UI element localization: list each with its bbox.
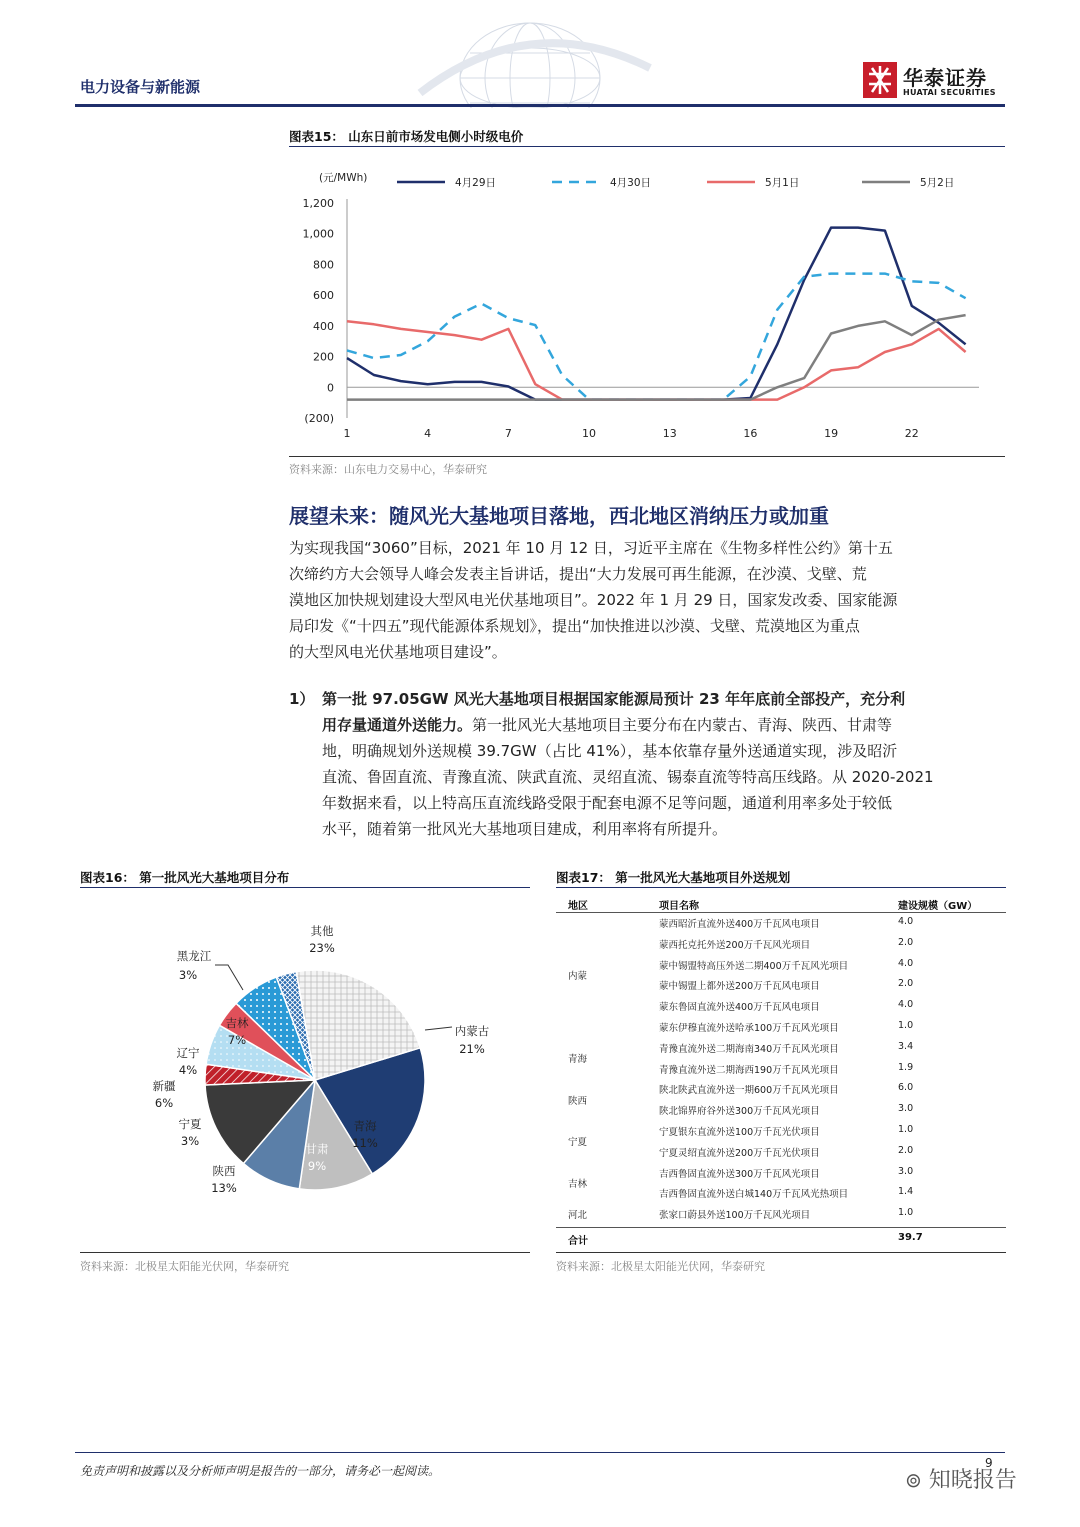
y-tick-label: 1,000 [302, 227, 334, 241]
table-cell-scale: 3.4 [898, 1040, 914, 1052]
table-total-label: 合计 [568, 1236, 588, 1247]
table-cell-project: 蒙中锡盟特高压外送二期400万千瓦风光项目 [659, 960, 849, 972]
y-tick-label: 800 [313, 258, 334, 272]
para-line: 为实现我国“3060”目标，2021 年 10 月 12 日，习近平主席在《生物多样性公约》第十五 [289, 539, 893, 557]
table-cell-scale: 1.4 [898, 1186, 914, 1198]
table-header-project: 项目名称 [659, 901, 699, 912]
item-line-mixed [322, 712, 1012, 738]
para-line: 次缔约方大会领导人峰会发表主旨讲话，提出“大力发展可再生能源，在沙漠、戈壁、荒 [289, 565, 867, 583]
table-cell-scale: 6.0 [898, 1082, 914, 1094]
pie-label-name: 黑龙江 [176, 949, 212, 963]
legend-label: 4月29日 [455, 177, 497, 189]
pie-label-pct: 9% [307, 1159, 327, 1173]
table-cell-project: 宁夏银东直流外送100万千瓦光伏项目 [659, 1127, 820, 1138]
series-line [347, 274, 966, 400]
pie-label-name: 甘肃 [305, 1142, 329, 1156]
item-bold-fragment: 用存量通道外送能力。 [322, 716, 473, 734]
fig17-source: 资料来源：北极星太阳能光伏网，华泰研究 [556, 1260, 765, 1273]
item-paragraph [322, 686, 1012, 842]
fig15-source: 资料来源：山东电力交易中心，华泰研究 [289, 463, 487, 476]
table-cell-region: 吉林 [568, 1179, 588, 1190]
table-cell-scale: 2.0 [898, 936, 914, 948]
y-axis-unit-label: (元/MWh) [319, 172, 368, 184]
intro-paragraph [289, 535, 1009, 665]
pie-label-pct: 4% [178, 1063, 198, 1077]
pie-label-name: 新疆 [152, 1079, 176, 1093]
pie-label-pct: 6% [154, 1096, 174, 1110]
section-title: 展望未来：随风光大基地项目落地，西北地区消纳压力或加重 [289, 504, 829, 528]
pie-label-name: 内蒙古 [454, 1024, 490, 1038]
fig16-source: 资料来源：北极星太阳能光伏网，华泰研究 [80, 1260, 289, 1273]
fig17-title: 图表17： 第一批风光大基地项目外送规划 [556, 870, 791, 885]
table-header-region: 地区 [568, 901, 588, 912]
table-cell-scale: 4.0 [898, 957, 914, 969]
pie-label-pct: 3% [178, 968, 198, 982]
table-cell-region: 陕西 [568, 1095, 588, 1107]
huatai-logo-icon [863, 62, 897, 98]
table-cell-scale: 4.0 [898, 916, 914, 927]
pie-label-pct: 7% [227, 1033, 247, 1047]
pie-label-name: 吉林 [225, 1016, 249, 1030]
table-cell-scale: 1.0 [898, 1020, 914, 1031]
y-tick-label: 600 [313, 289, 334, 303]
fig17-bottom-rule [556, 1252, 1006, 1253]
table-cell-scale: 1.9 [898, 1061, 914, 1073]
item-line: 直流、鲁固直流、青豫直流、陕武直流、灵绍直流、锡泰直流等特高压线路。从 2020-2021 [322, 768, 934, 786]
table-cell-project: 张家口蔚县外送100万千瓦风光项目 [659, 1210, 811, 1222]
footer-rule [75, 1452, 1005, 1453]
para-line: 漠地区加快规划建设大型风电光伏基地项目”。2022 年 1 月 29 日，国家发改委、国家能源 [289, 591, 898, 609]
table-cell-scale: 1.0 [898, 1124, 914, 1135]
pie-label-name: 其他 [310, 924, 334, 938]
pie-label-pct: 23% [309, 941, 335, 955]
series-line [347, 321, 966, 399]
table-cell-region: 宁夏 [568, 1137, 588, 1149]
fig16-pie-chart [80, 895, 530, 1250]
item-line-bold: 第一批 97.05GW 风光大基地项目根据国家能源局预计 23 年年底前全部投产，充分利 [322, 690, 906, 708]
y-tick-label: 200 [313, 350, 334, 364]
pie-label-name: 陕西 [212, 1164, 236, 1178]
fig15-top-rule [289, 146, 1005, 147]
x-tick-label: 10 [582, 427, 597, 440]
para-line: 的大型风电光伏基地项目建设”。 [289, 643, 507, 661]
table-cell-region: 内蒙 [568, 971, 588, 982]
table-cell-scale: 3.0 [898, 1103, 914, 1115]
x-tick-label: 19 [824, 427, 839, 440]
item-number: 1） [289, 690, 315, 708]
pie-label-pct: 3% [180, 1134, 200, 1148]
header-globe-graphic [400, 8, 660, 108]
table-cell-region: 青海 [568, 1054, 588, 1066]
table-cell-scale: 1.0 [898, 1207, 914, 1219]
fig15-line-chart [289, 155, 1005, 455]
leader-line [215, 965, 243, 990]
leader-line [425, 1027, 452, 1030]
pie-label-name: 辽宁 [176, 1046, 200, 1060]
y-tick-label: 1,200 [302, 197, 334, 210]
table-cell-project: 青豫直流外送二期海南340万千瓦风光项目 [659, 1043, 839, 1055]
x-tick-label: 4 [424, 427, 432, 440]
x-tick-label: 7 [504, 427, 512, 440]
table-cell-project: 陕北陕武直流外送一期600万千瓦风光项目 [659, 1085, 839, 1097]
item-line: 地，明确规划外送规模 39.7GW（占比 41%），基本依靠存量外送通道实现，涉及昭沂 [322, 742, 898, 760]
table-cell-project: 蒙东伊穆直流外送哈承100万千瓦风光项目 [659, 1023, 839, 1034]
x-tick-label: 1 [343, 427, 351, 440]
table-cell-project: 青豫直流外送二期海西190万千瓦风光项目 [659, 1064, 839, 1076]
para-line: 局印发《“十四五”现代能源体系规划》，提出“加快推进以沙漠、戈壁、荒漠地区为重点 [289, 617, 860, 635]
table-cell-project: 陕北锦界府谷外送300万千瓦风光项目 [659, 1106, 820, 1118]
logo-en-text: HUATAI SECURITIES [903, 88, 996, 97]
table-cell-project: 蒙中锡盟上都外送200万千瓦风电项目 [659, 981, 820, 993]
pie-label-name: 宁夏 [178, 1117, 202, 1131]
page-number: 9 [985, 1456, 993, 1470]
table-cell-scale: 2.0 [898, 978, 914, 990]
fig16-bottom-rule [80, 1252, 530, 1253]
item-line: 年数据来看，以上特高压直流线路受限于配套电源不足等问题，通道利用率多处于较低 [322, 794, 893, 812]
series-line [347, 228, 966, 400]
watermark-text: 知晓报告 [928, 1468, 1017, 1493]
pie-label-pct: 21% [459, 1042, 485, 1056]
x-tick-label: 16 [743, 427, 758, 440]
watermark [905, 1463, 1017, 1494]
table-header-scale: 建设规模（GW） [898, 901, 978, 912]
header-rule [75, 104, 1005, 107]
legend-label: 5月2日 [920, 177, 955, 189]
fig15-title: 图表15： 山东日前市场发电侧小时级电价 [289, 129, 524, 144]
table-header-rule [556, 912, 1006, 913]
table-cell-project: 蒙西昭沂直流外送400万千瓦风电项目 [659, 919, 820, 930]
logo-cn-text: 华泰证券 [903, 66, 987, 90]
header-section-title: 电力设备与新能源 [80, 78, 201, 96]
footer-disclaimer: 免责声明和披露以及分析师声明是报告的一部分，请务必一起阅读。 [80, 1464, 441, 1478]
fig15-bottom-rule [289, 456, 1005, 457]
table-cell-project: 蒙西托克托外送200万千瓦风光项目 [659, 939, 811, 951]
item-line: 水平，随着第一批风光大基地项目建成，利用率将有所提升。 [322, 820, 728, 838]
x-tick-label: 22 [904, 427, 919, 440]
table-cell-scale: 4.0 [898, 999, 914, 1011]
table-total-rule [556, 1227, 1006, 1228]
table-cell-region: 河北 [568, 1210, 588, 1222]
legend-label: 5月1日 [765, 177, 800, 189]
table-cell-scale: 3.0 [898, 1165, 914, 1177]
table-cell-project: 宁夏灵绍直流外送200万千瓦光伏项目 [659, 1147, 820, 1159]
pie-label-pct: 11% [352, 1136, 378, 1150]
table-cell-project: 蒙东鲁固直流外送400万千瓦风电项目 [659, 1002, 820, 1014]
table-cell-project: 吉西鲁固直流外送300万千瓦风光项目 [659, 1168, 820, 1180]
y-tick-label: 400 [313, 319, 334, 333]
table-total-value: 39.7 [898, 1232, 923, 1243]
table-cell-scale: 2.0 [898, 1144, 914, 1156]
wechat-icon: ⊚ [905, 1468, 922, 1492]
pie-label-pct: 13% [211, 1181, 237, 1195]
item-rest-fragment: 第一批风光大基地项目主要分布在内蒙古、青海、陕西、甘肃等 [472, 716, 893, 734]
fig16-top-rule [80, 887, 530, 888]
y-tick-label: (200) [304, 412, 334, 425]
legend-label: 4月30日 [610, 177, 652, 189]
huatai-logo [863, 60, 1013, 100]
fig16-title: 图表16： 第一批风光大基地项目分布 [80, 870, 290, 885]
x-tick-label: 13 [662, 427, 677, 440]
y-tick-label: 0 [327, 381, 334, 395]
fig17-top-rule [556, 887, 1006, 888]
table-cell-project: 吉西鲁固直流外送白城140万千瓦风光热项目 [659, 1189, 849, 1201]
pie-label-name: 青海 [353, 1119, 377, 1133]
